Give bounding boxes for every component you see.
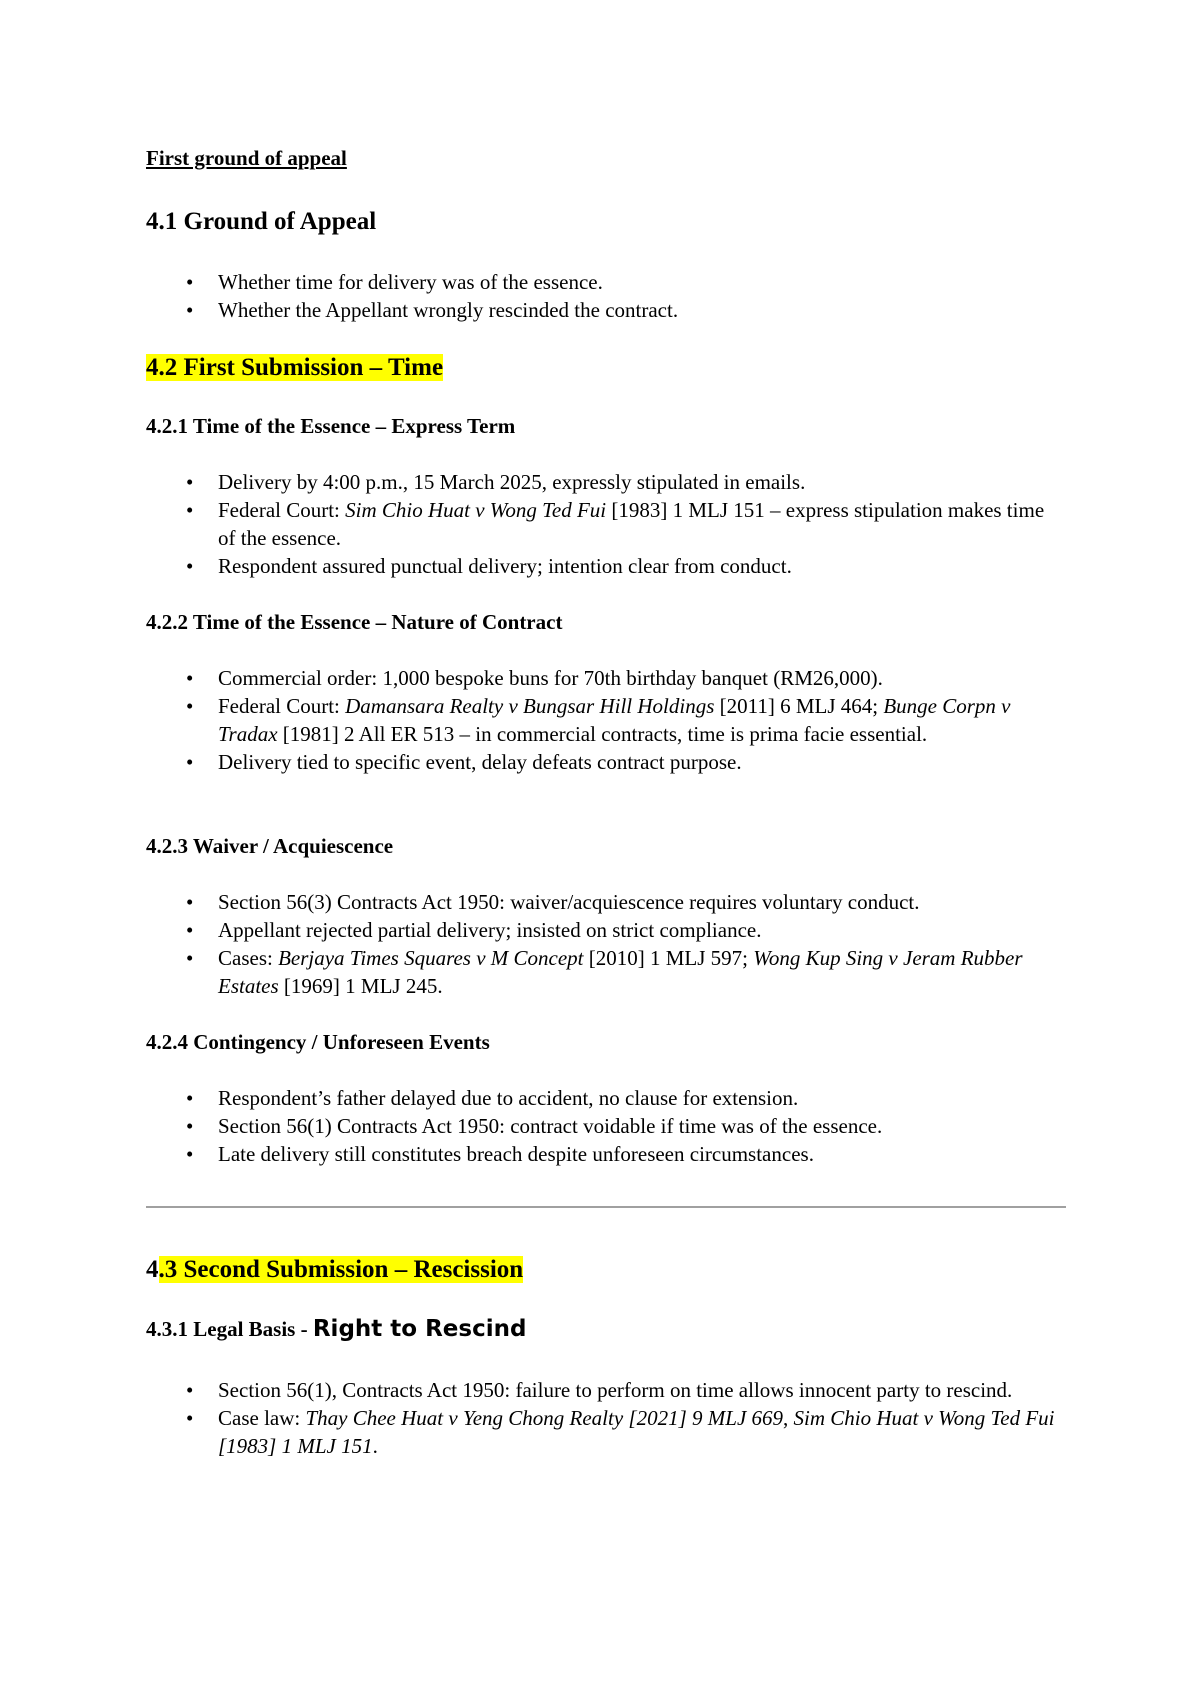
bullet-icon: • xyxy=(186,470,194,494)
bullet-icon: • xyxy=(186,918,194,942)
heading-4-2-4: 4.2.4 Contingency / Unforeseen Events xyxy=(146,1030,490,1054)
heading-4-2-1: 4.2.1 Time of the Essence – Express Term xyxy=(146,414,516,438)
case-citation: Wong Kup Sing v Jeram Rubber Estates xyxy=(218,946,1023,998)
heading-4-3-1: 4.3.1 Legal Basis - Right to Rescind xyxy=(146,1316,527,1342)
pre-title: First ground of appeal xyxy=(146,146,347,170)
list-item: • Section 56(1) Contracts Act 1950: contract voidable if time was of the essence. xyxy=(186,1114,883,1138)
bullet-icon: • xyxy=(186,498,194,522)
list-item: • Respondent assured punctual delivery; intention clear from conduct. xyxy=(186,554,792,578)
list-4-2-2 xyxy=(146,664,1066,776)
list-item: • Whether the Appellant wrongly rescinded the contract. xyxy=(186,298,679,322)
list-item: • Whether time for delivery was of the essence. xyxy=(186,270,603,294)
list-4-2-1 xyxy=(146,468,1066,580)
list-item: • Commercial order: 1,000 bespoke buns for 70th birthday banquet (RM26,000). xyxy=(186,666,883,690)
horizontal-divider xyxy=(146,1206,1066,1208)
list-item: • Appellant rejected partial delivery; insisted on strict compliance. xyxy=(186,918,762,942)
bullet-icon: • xyxy=(186,1142,194,1166)
list-item: • Late delivery still constitutes breach despite unforeseen circumstances. xyxy=(186,1142,814,1166)
bullet-icon: • xyxy=(186,750,194,774)
heading-4-1: 4.1 Ground of Appeal xyxy=(146,208,377,235)
bullet-icon: • xyxy=(186,554,194,578)
case-citation: Berjaya Times Squares v M Concept xyxy=(278,946,584,970)
bullet-icon: • xyxy=(186,1406,194,1430)
case-citation: Sim Chio Huat v Wong Ted Fui xyxy=(345,498,607,522)
list-item: • Delivery by 4:00 p.m., 15 March 2025, expressly stipulated in emails. xyxy=(186,470,806,494)
bullet-icon: • xyxy=(186,298,194,322)
bullet-icon: • xyxy=(186,1086,194,1110)
bullet-icon: • xyxy=(186,890,194,914)
list-item: • Delivery tied to specific event, delay defeats contract purpose. xyxy=(186,750,742,774)
list-item: • Case law: Thay Chee Huat v Yeng Chong Realty [2021] 9 MLJ 669, Sim Chio Huat v Wong Ted Fui [1983] 1 MLJ 151. xyxy=(186,1406,1055,1458)
list-item: • Respondent’s father delayed due to accident, no clause for extension. xyxy=(186,1086,799,1110)
list-4-3-1 xyxy=(146,1376,1066,1460)
bullet-icon: • xyxy=(186,694,194,718)
heading-4-2: 4.2 First Submission – Time xyxy=(146,354,444,381)
list-4-2-4 xyxy=(146,1084,1066,1168)
bullet-icon: • xyxy=(186,270,194,294)
list-item: • Section 56(1), Contracts Act 1950: failure to perform on time allows innocent party to rescind. xyxy=(186,1378,1013,1402)
bullet-icon: • xyxy=(186,946,194,970)
bullet-icon: • xyxy=(186,1114,194,1138)
list-4-2-3 xyxy=(146,888,1066,1000)
bullet-icon: • xyxy=(186,1378,194,1402)
case-citation: Damansara Realty v Bungsar Hill Holdings xyxy=(345,694,715,718)
case-citation: Thay Chee Huat v Yeng Chong Realty [2021] 9 MLJ 669 xyxy=(305,1406,784,1430)
heading-4-2-3: 4.2.3 Waiver / Acquiescence xyxy=(146,834,394,858)
list-item: • Federal Court: Sim Chio Huat v Wong Ted Fui [1983] 1 MLJ 151 – express stipulation makes time of the essence. xyxy=(186,498,1045,550)
list-4-1 xyxy=(146,268,1066,324)
case-citation: Sim Chio Huat v Wong Ted Fui [1983] 1 MLJ 151 xyxy=(218,1406,1055,1458)
case-citation: Bunge Corpn v Tradax xyxy=(218,694,1011,746)
heading-4-3: 4.3 Second Submission – Rescission xyxy=(146,1256,524,1283)
list-item: • Cases: Berjaya Times Squares v M Concept [2010] 1 MLJ 597; Wong Kup Sing v Jeram Rubber Estates [1969] 1 MLJ 245. xyxy=(186,946,1023,998)
list-item: • Federal Court: Damansara Realty v Bungsar Hill Holdings [2011] 6 MLJ 464; Bunge Corpn v Tradax [1981] 2 All ER 513 – in commercial contracts, time is prima facie essential. xyxy=(186,694,1011,746)
heading-4-2-2: 4.2.2 Time of the Essence – Nature of Contract xyxy=(146,610,563,634)
list-item: • Section 56(3) Contracts Act 1950: waiver/acquiescence requires voluntary conduct. xyxy=(186,890,920,914)
bullet-icon: • xyxy=(186,666,194,690)
